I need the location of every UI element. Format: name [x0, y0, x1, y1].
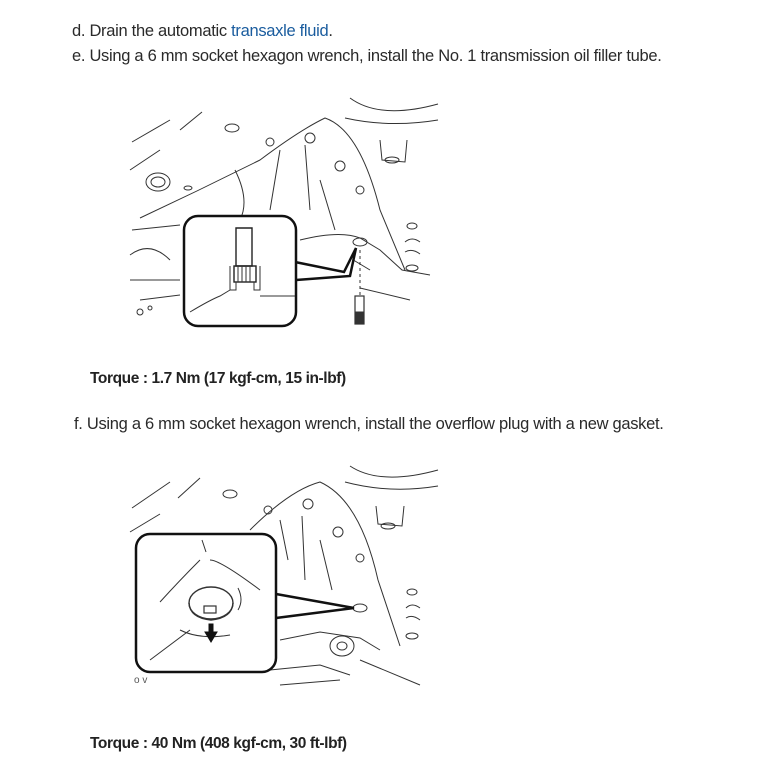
step-d-text: d. Drain the automatic [72, 22, 232, 40]
step-e: e. Using a 6 mm socket hexagon wrench, install the No. 1 transmission oil filler tube. [72, 47, 662, 65]
svg-text:o v: o v [134, 675, 148, 686]
step-f: f. Using a 6 mm socket hexagon wrench, install the overflow plug with a new gasket. [74, 415, 664, 433]
transaxle-fluid-link[interactable]: transaxle fluid [231, 22, 329, 40]
overflow-plug-illustration [120, 460, 440, 700]
step-d-suffix: . [328, 22, 333, 40]
step-d [72, 21, 333, 41]
torque-spec-e: Torque : 1.7 Nm (17 kgf-cm, 15 in-lbf) [90, 370, 346, 387]
torque-spec-f: Torque : 40 Nm (408 kgf-cm, 30 ft-lbf) [90, 735, 347, 752]
filler-tube-illustration [120, 90, 440, 340]
